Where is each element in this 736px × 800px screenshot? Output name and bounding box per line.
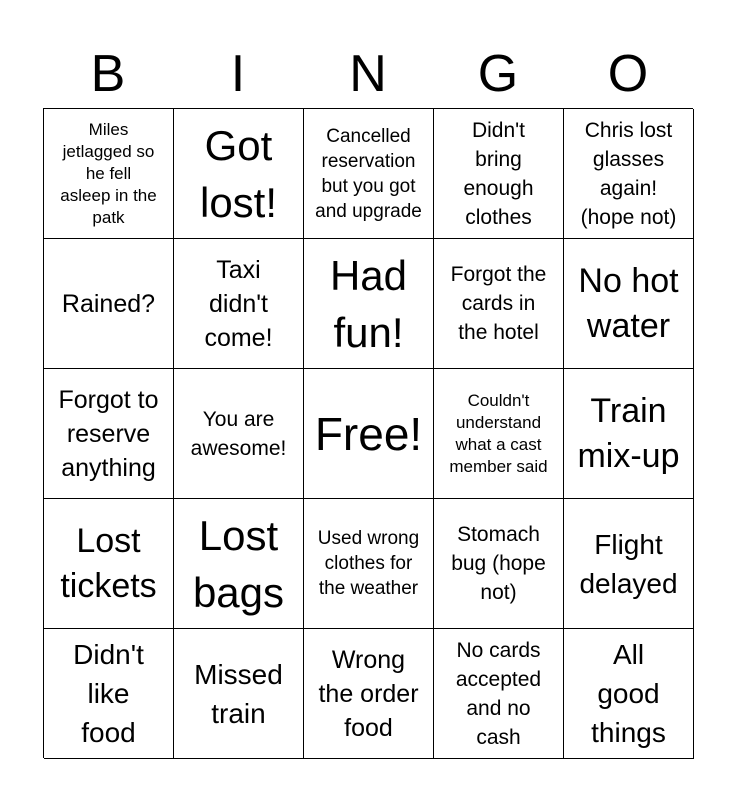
cell-text: All good things <box>591 639 666 748</box>
cell-text: Couldn't understand what a cast member said <box>449 390 548 476</box>
cell-text: Forgot to reserve anything <box>58 385 159 482</box>
bingo-cell[interactable] <box>434 499 564 629</box>
bingo-cell[interactable] <box>564 109 694 239</box>
cell-text: Missed train <box>194 658 283 729</box>
bingo-cell[interactable] <box>564 369 694 499</box>
cell-text: Forgot the cards in the hotel <box>450 263 547 344</box>
cell-text: Taxi didn't come! <box>204 255 273 352</box>
bingo-cell[interactable] <box>174 499 304 629</box>
bingo-cell[interactable] <box>304 109 434 239</box>
cell-text: Didn't like food <box>73 639 144 748</box>
free-space[interactable] <box>304 369 434 499</box>
bingo-cell[interactable] <box>304 499 434 629</box>
cell-text: You are awesome! <box>190 407 287 460</box>
cell-text: Got lost! <box>199 121 278 226</box>
bingo-cell[interactable] <box>174 109 304 239</box>
bingo-cell[interactable] <box>304 239 434 369</box>
bingo-cell[interactable] <box>434 629 564 759</box>
bingo-cell[interactable] <box>44 629 174 759</box>
cell-text: Miles jetlagged so he fell asleep in the patk <box>60 119 157 227</box>
header-letter-b: B <box>90 45 126 103</box>
cell-text: Flight delayed <box>579 528 678 599</box>
cell-text: Lost bags <box>192 511 285 616</box>
bingo-cell[interactable] <box>44 499 174 629</box>
cell-text: Didn't bring enough clothes <box>463 118 534 229</box>
cell-text: Free! <box>314 407 423 460</box>
bingo-cell[interactable] <box>44 239 174 369</box>
header-letter-n: N <box>349 45 387 103</box>
cell-text: Stomach bug (hope not) <box>451 523 546 604</box>
header-letter-i: I <box>230 45 246 103</box>
bingo-cell[interactable] <box>174 239 304 369</box>
cell-text: Train mix-up <box>577 391 680 475</box>
cell-text: Chris lost glasses again! (hope not) <box>580 118 677 229</box>
bingo-cell[interactable] <box>564 499 694 629</box>
cell-text: Lost tickets <box>60 521 157 605</box>
cell-text: Used wrong clothes for the weather <box>317 528 420 599</box>
bingo-cell[interactable] <box>44 109 174 239</box>
bingo-cell[interactable] <box>434 369 564 499</box>
header-letter-o: O <box>607 45 649 103</box>
header-letter-g: G <box>477 45 519 103</box>
bingo-header <box>43 40 693 108</box>
bingo-cell[interactable] <box>44 369 174 499</box>
bingo-cell[interactable] <box>174 629 304 759</box>
cell-text: Cancelled reservation but you got and upgrade <box>315 125 422 222</box>
cell-text: No hot water <box>578 261 679 345</box>
bingo-cell[interactable] <box>304 629 434 759</box>
bingo-cell[interactable] <box>564 239 694 369</box>
bingo-cell[interactable] <box>174 369 304 499</box>
bingo-cell[interactable] <box>434 109 564 239</box>
bingo-cell[interactable] <box>434 239 564 369</box>
cell-text: Rained? <box>61 289 156 318</box>
cell-text: Wrong the order food <box>318 645 419 742</box>
cell-text: No cards accepted and no cash <box>455 638 542 749</box>
cell-text: Had fun! <box>329 251 408 356</box>
bingo-cell[interactable] <box>564 629 694 759</box>
bingo-board <box>43 108 693 758</box>
